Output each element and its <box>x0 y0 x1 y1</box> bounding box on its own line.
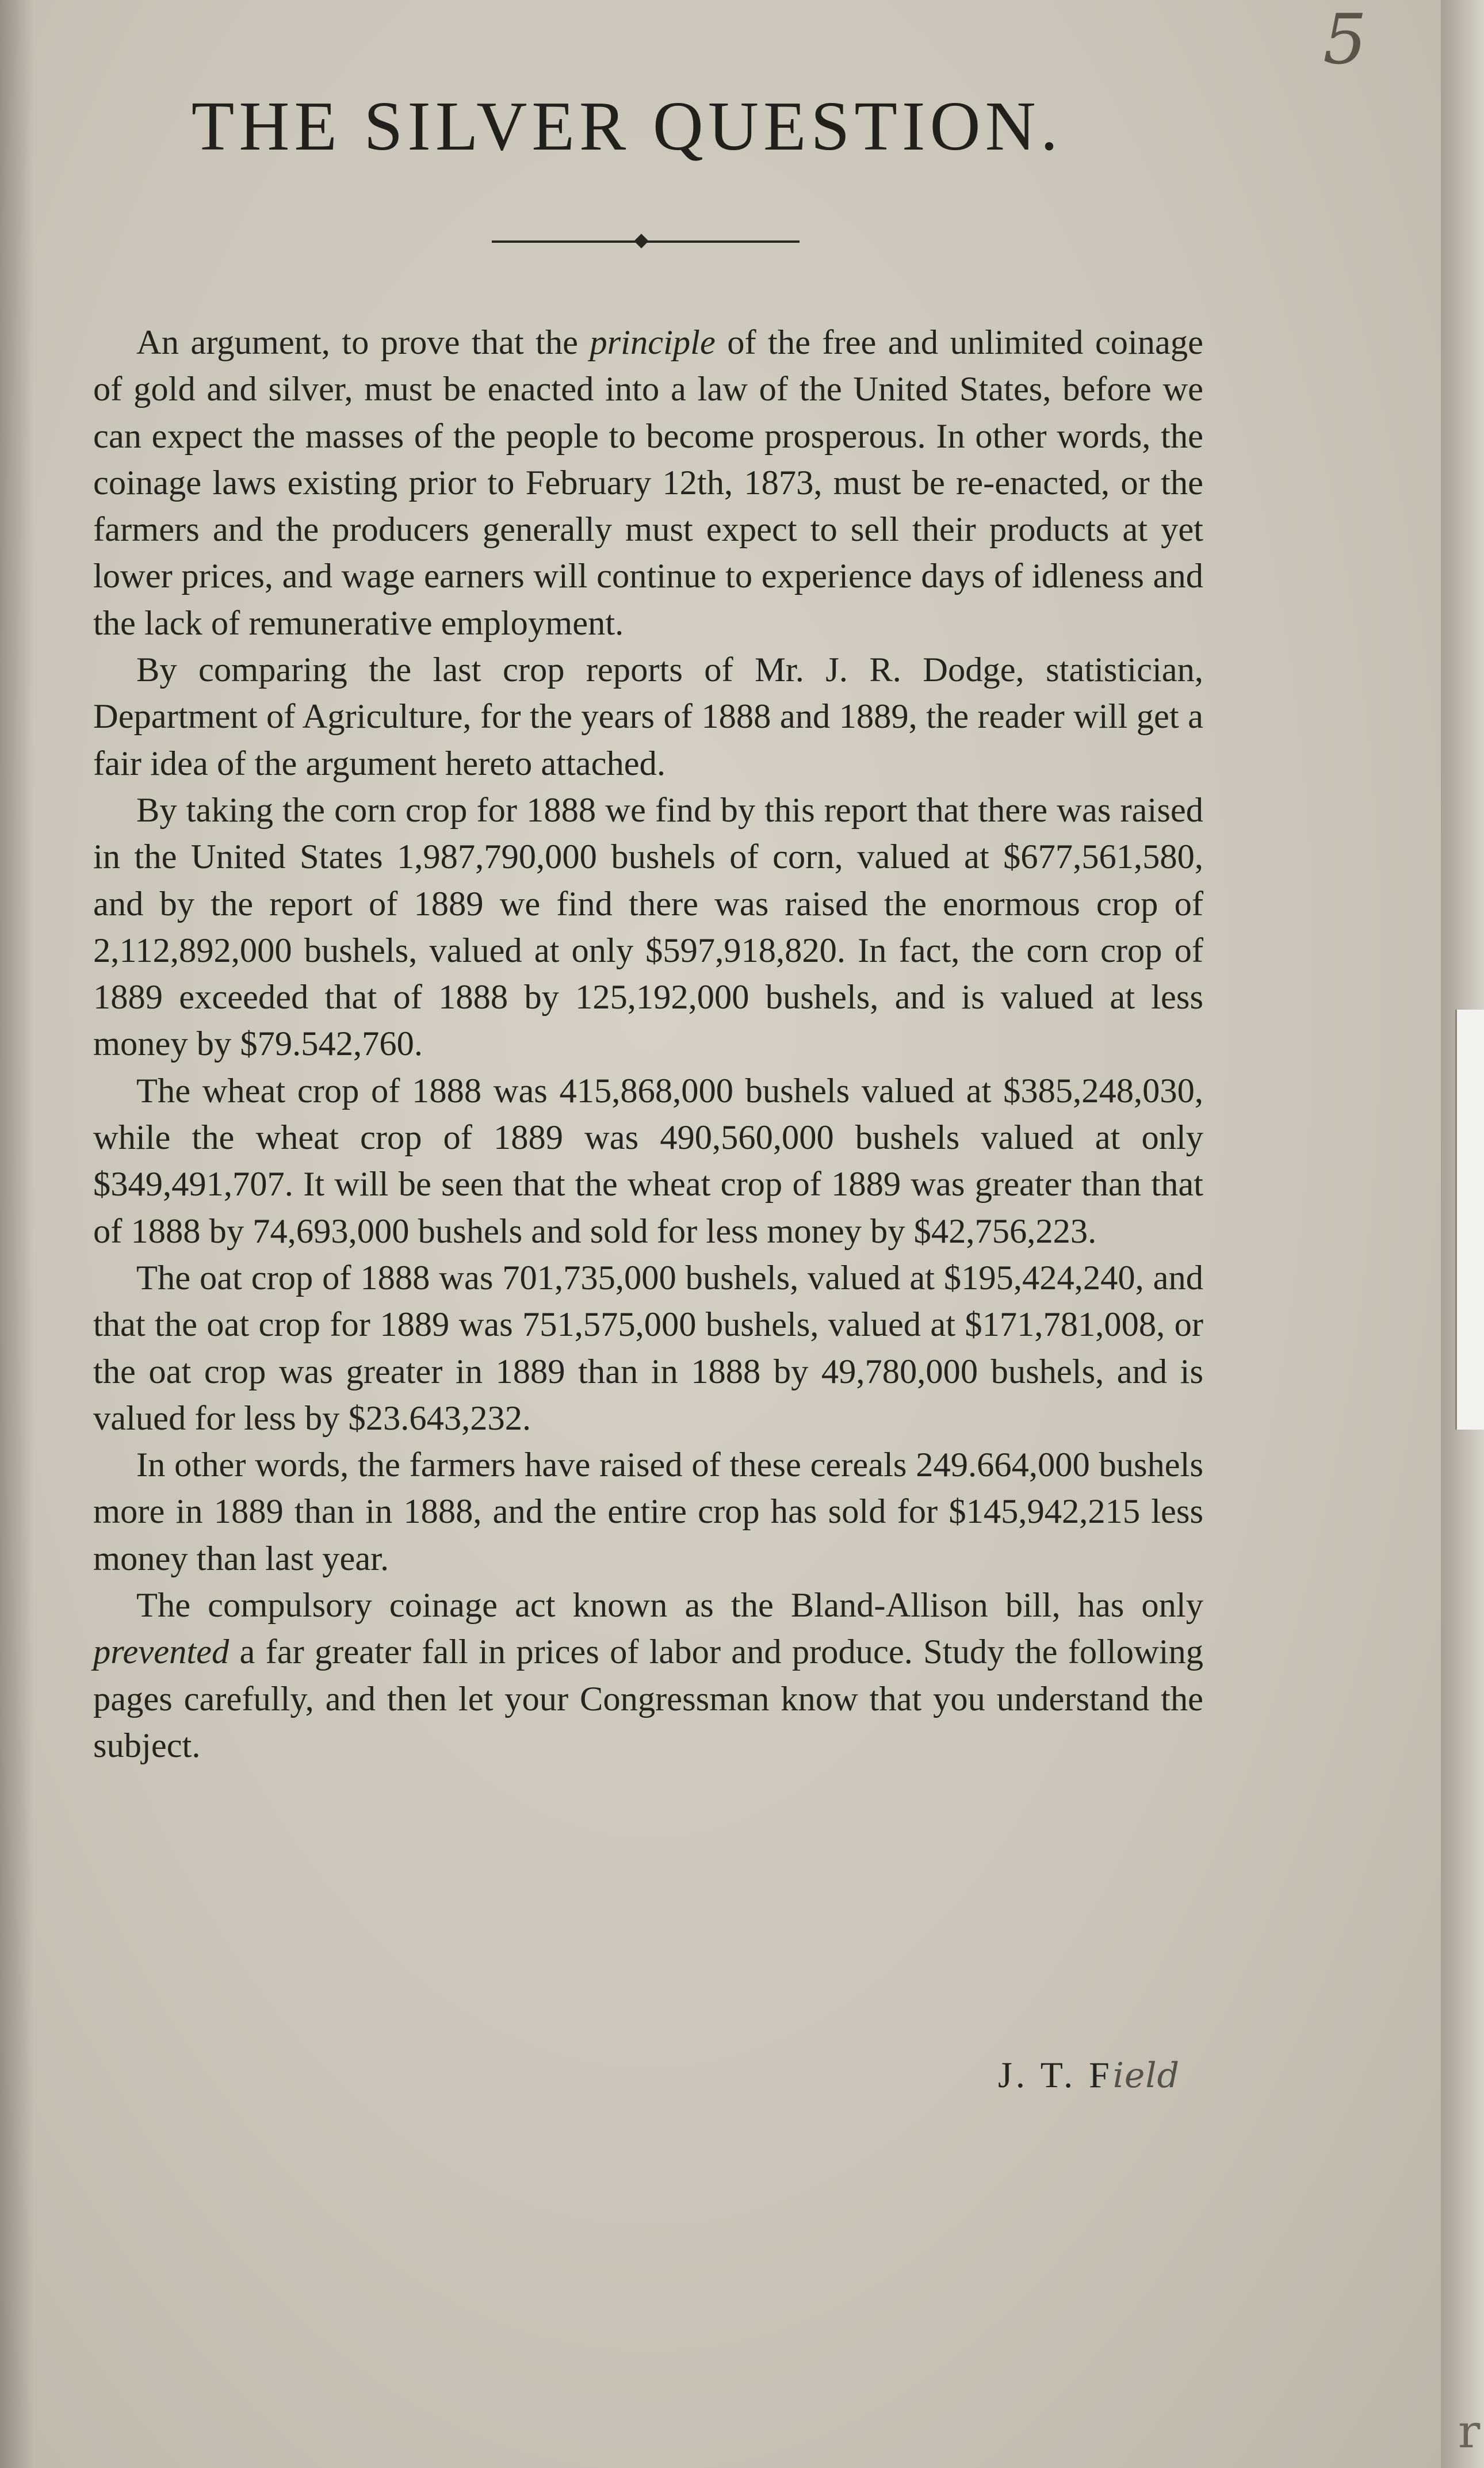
paragraph-6-text: In other words, the farmers have raised of these cereals 249.664,000 bushels more in 1889 than in 1888, and the entire crop has sold for $145,942,215 less money than last year. <box>93 1446 1203 1578</box>
paragraph-1 <box>93 319 1203 647</box>
paragraph-7-text-b: a far greater fall in prices of labor and produce. Study the following pages carefully, and then let your Congressman know that you understand the subject. <box>93 1633 1203 1765</box>
corner-mark: r <box>1458 2405 1481 2458</box>
spine-shadow <box>0 0 35 2468</box>
paragraph-4-text: The wheat crop of 1888 was 415,868,000 bushels valued at $385,248,030, while the wheat crop of 1889 was 490,560,000 bushels valued at only $349,491,707. It will be seen that the wheat crop of 1889 was greater than that of 1888 by 74,693,000 bushels and sold for less money by $42,756,223. <box>93 1071 1203 1251</box>
paragraph-7-emphasis: prevented <box>93 1633 230 1672</box>
paragraph-3-text: By taking the corn crop for 1888 we find by this report that there was raised in the United States 1,987,790,000 bushels of corn, valued at $677,561,580, and by the report of 1889 we find there was raised the enormous crop of 2,112,892,000 bushels, valued at only $597,918,820. In fact, the corn crop of 1889 exceeded that of 1888 by 125,192,000 bushels, and is valued at less money by $79.542,760. <box>93 790 1203 1064</box>
paragraph-4 <box>93 1068 1203 1255</box>
paragraph-2 <box>93 647 1203 787</box>
paragraph-3 <box>93 787 1203 1068</box>
paragraph-7-text-a: The compulsory coinage act known as the Bland-Allison bill, has only <box>136 1586 1203 1625</box>
paragraph-7 <box>93 1582 1203 1769</box>
paragraph-5 <box>93 1255 1203 1442</box>
paragraph-2-text: By comparing the last crop reports of Mr. J. R. Dodge, statistician, Department of Agriculture, for the years of 1888 and 1889, the reader will get a fair idea of the argument hereto attached. <box>93 651 1203 783</box>
article-body <box>93 319 1203 1769</box>
paragraph-1-emphasis: principle <box>590 323 716 362</box>
signature-printed: J. T. F <box>998 2054 1113 2095</box>
paragraph-5-text: The oat crop of 1888 was 701,735,000 bushels, valued at $195,424,240, and that the oat crop for 1889 was 751,575,000 bushels, valued at $171,781,008, or the oat crop was greater in 1889 than in 1888 by 49,780,000 bushels, and is valued for less by $23.643,232. <box>93 1258 1203 1438</box>
page-number: 5 <box>1323 0 1367 80</box>
page-title: THE SILVER QUESTION. <box>191 87 1063 165</box>
paragraph-1-text-b: of the free and unlimited coinage of gold and silver, must be enacted into a law of the United States, before we can expect the masses of the people to become prosperous. In other words, the coinage laws existing prior to February 12th, 1873, must be re-enacted, or the farmers and the producers generally must expect to sell their products at yet lower prices, and wage earners will continue to experience days of idleness and the lack of remunerative employment. <box>93 323 1203 643</box>
paragraph-1-text-a: An argument, to prove that the <box>136 323 590 362</box>
signature <box>998 2054 1180 2096</box>
signature-handwritten: ield <box>1112 2056 1180 2096</box>
divider-ornament <box>634 234 648 248</box>
inserted-paper-slip <box>1455 1010 1484 1430</box>
paragraph-6 <box>93 1442 1203 1582</box>
